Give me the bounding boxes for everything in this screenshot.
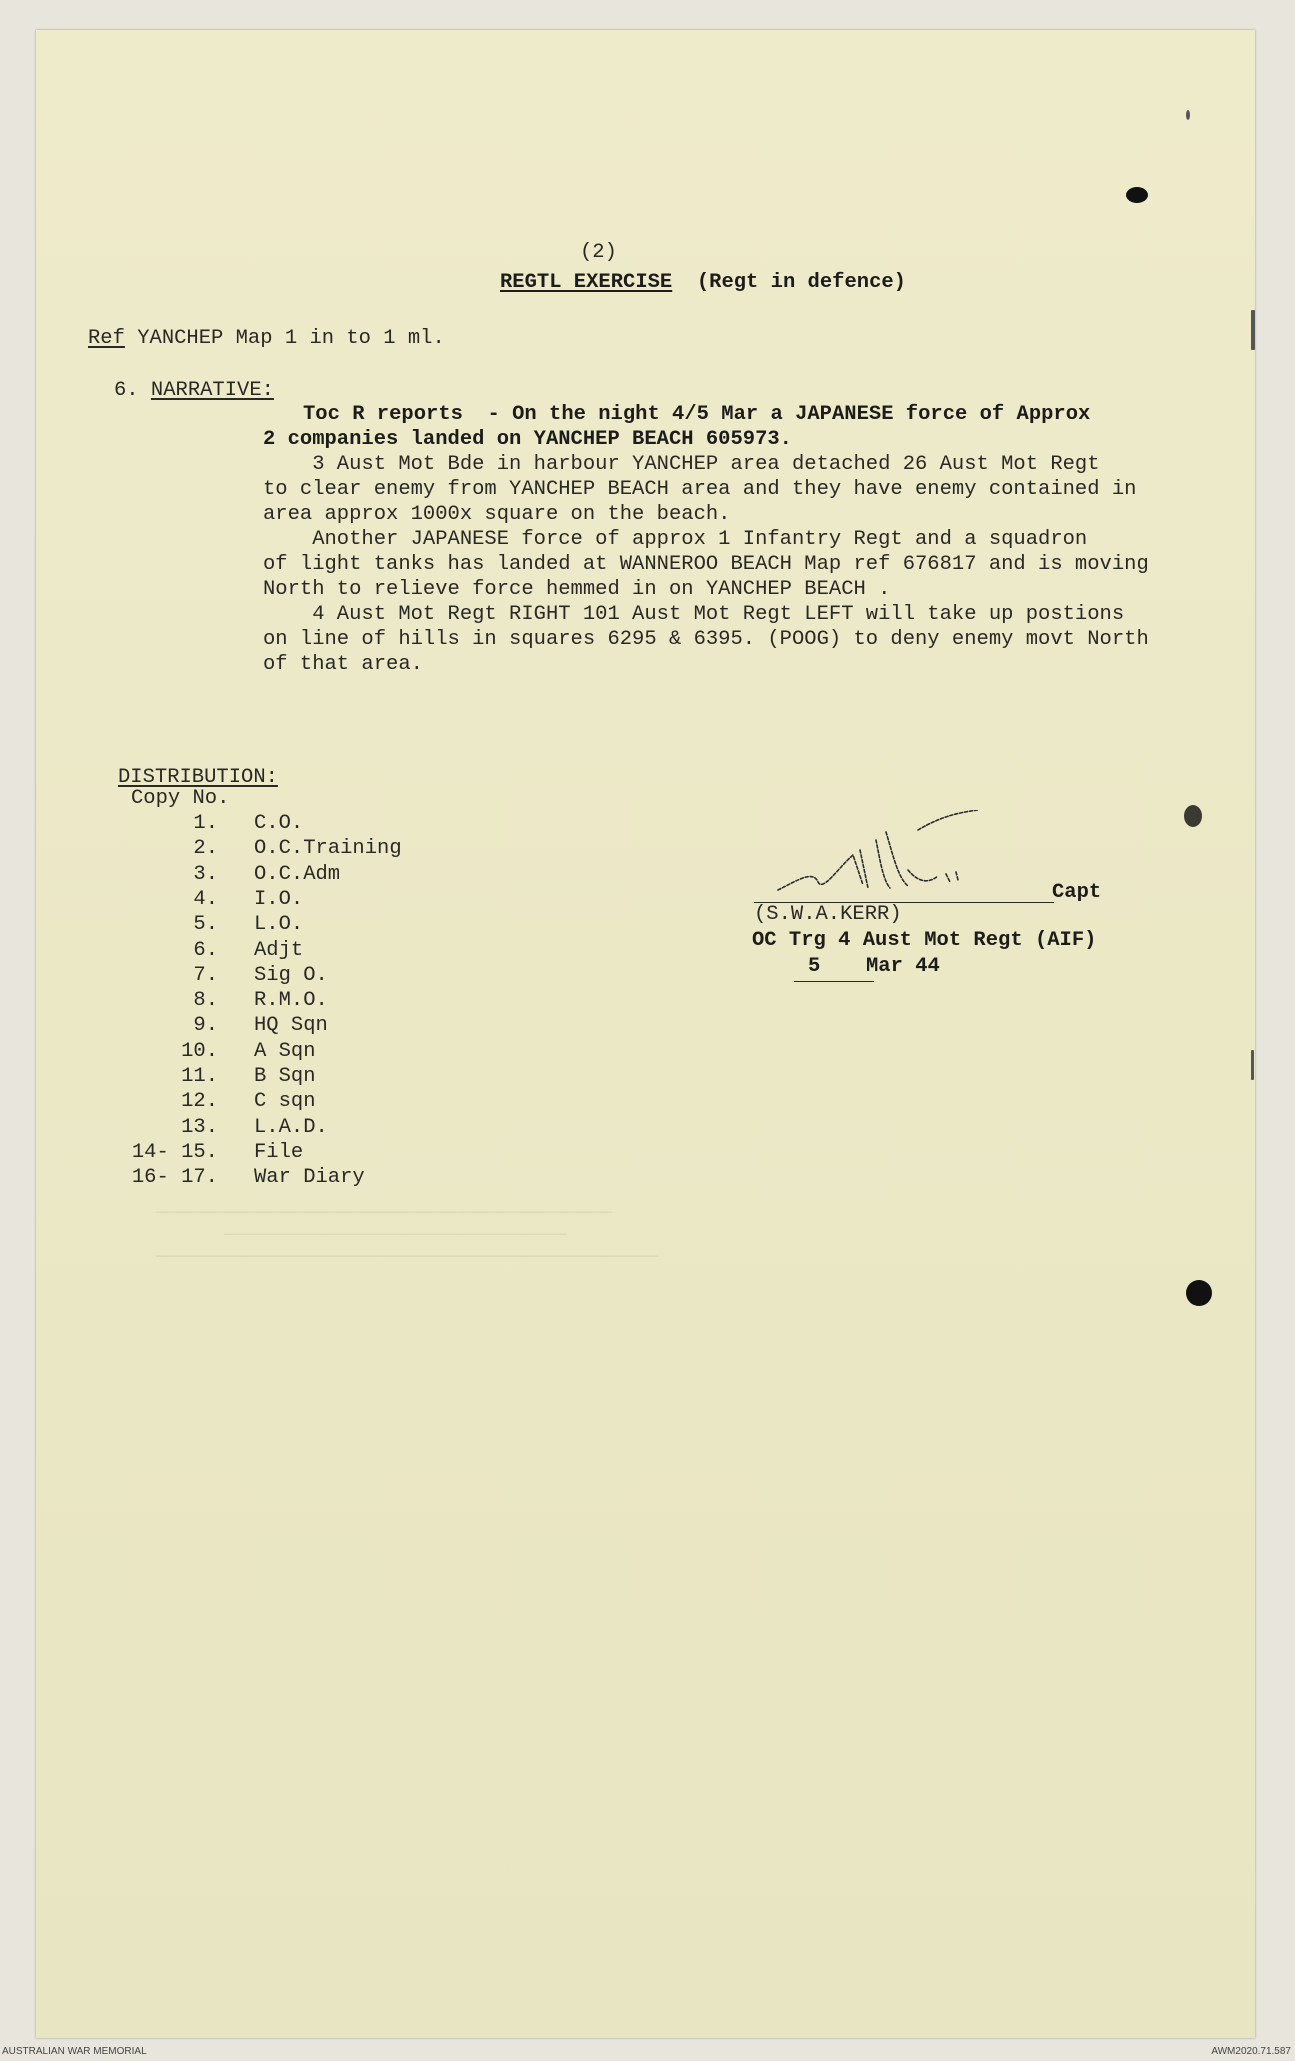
punch-hole	[1184, 805, 1202, 827]
copy-number: 11.	[181, 1065, 218, 1088]
recipient-name: O.C.Training	[254, 837, 402, 861]
narrative-line: to clear enemy from YANCHEP BEACH area and they have enemy contained in	[263, 478, 1137, 501]
copy-number: 14- 15.	[131, 1140, 218, 1164]
narrative-line: of that area.	[263, 653, 423, 676]
distribution-heading: DISTRIBUTION:	[118, 766, 278, 789]
recipient-name: C.O.	[254, 812, 304, 835]
date-underline	[794, 981, 874, 982]
recipient-name: B Sqn	[254, 1065, 316, 1088]
punch-hole	[1126, 187, 1148, 203]
copy-number: 6.	[193, 938, 218, 962]
copy-number: 7.	[193, 963, 218, 987]
copy-number: 3.	[193, 862, 218, 886]
reverse-side-show-through: ──────────────────────────────────────── ────────────────────────────── ────────────────────────────────────────────	[156, 1202, 658, 1268]
copy-number: 5.	[193, 913, 218, 937]
title-line	[500, 270, 906, 296]
handwritten-signature	[768, 810, 998, 910]
narrative-line: on line of hills in squares 6295 & 6395. (POOG) to deny enemy movt North	[263, 628, 1149, 651]
document-page	[36, 30, 1255, 2038]
recipient-name: A Sqn	[254, 1039, 316, 1063]
narrative-line: area approx 1000x square on the beach.	[263, 503, 731, 526]
footer-right: AWM2020.71.587	[1211, 2046, 1291, 2057]
page-mark: (2)	[580, 241, 617, 264]
copy-number: 12.	[181, 1090, 218, 1114]
document-subtitle: (Regt in defence)	[696, 271, 906, 294]
narrative-line: 2 companies landed on YANCHEP BEACH 605973.	[263, 428, 792, 451]
document-title: REGTL EXERCISE	[500, 271, 673, 294]
recipient-name: War Diary	[254, 1166, 365, 1190]
edge-mark	[1186, 110, 1190, 120]
signature-name: (S.W.A.KERR)	[754, 903, 902, 926]
copy-no-heading: Copy No.	[131, 787, 230, 810]
edge-mark	[1251, 310, 1255, 350]
reference-line	[88, 326, 445, 352]
recipient-name: File	[254, 1140, 304, 1164]
signature-rank: Capt	[1052, 881, 1102, 904]
recipient-name: HQ Sqn	[254, 1014, 328, 1038]
recipient-name: C sqn	[254, 1090, 316, 1114]
recipient-name: Adjt	[254, 938, 304, 962]
copy-number: 10.	[181, 1039, 218, 1063]
narrative-line: Another JAPANESE force of approx 1 Infantry Regt and a squadron	[263, 528, 1088, 551]
narrative-line: 4 Aust Mot Regt RIGHT 101 Aust Mot Regt LEFT will take up postions	[263, 603, 1125, 626]
signature-date-day: 5	[808, 955, 821, 978]
narrative-line: Toc R reports - On the night 4/5 Mar a JAPANESE force of Approx	[303, 403, 1091, 426]
section-number: 6.	[114, 379, 139, 402]
recipient-name: O.C.Adm	[254, 862, 341, 886]
footer-left: AUSTRALIAN WAR MEMORIAL	[2, 2046, 147, 2057]
copy-number: 8.	[193, 989, 218, 1013]
punch-hole	[1186, 1280, 1212, 1306]
recipient-name: R.M.O.	[254, 989, 328, 1013]
edge-mark	[1251, 1050, 1254, 1080]
copy-number: 1.	[193, 812, 218, 835]
copy-number: 4.	[193, 887, 218, 911]
copy-number: 13.	[181, 1115, 218, 1139]
copy-number: 16- 17.	[131, 1166, 218, 1190]
copy-number: 2.	[193, 837, 218, 861]
narrative-line: 3 Aust Mot Bde in harbour YANCHEP area detached 26 Aust Mot Regt	[263, 453, 1100, 476]
recipient-name: L.O.	[254, 913, 304, 937]
ref-label: Ref	[88, 327, 125, 350]
recipient-name: L.A.D.	[254, 1115, 328, 1139]
recipient-name: I.O.	[254, 887, 304, 911]
copy-number: 9.	[193, 1014, 218, 1038]
narrative-line: of light tanks has landed at WANNEROO BEACH Map ref 676817 and is moving	[263, 553, 1149, 576]
narrative-line: North to relieve force hemmed in on YANCHEP BEACH .	[263, 578, 891, 601]
recipient-name: Sig O.	[254, 963, 328, 987]
signature-position: OC Trg 4 Aust Mot Regt (AIF)	[752, 929, 1097, 952]
section-title: NARRATIVE:	[150, 379, 274, 402]
signature-date-rest: Mar 44	[866, 955, 940, 978]
section-heading	[114, 378, 274, 404]
ref-text: YANCHEP Map 1 in to 1 ml.	[137, 327, 445, 350]
